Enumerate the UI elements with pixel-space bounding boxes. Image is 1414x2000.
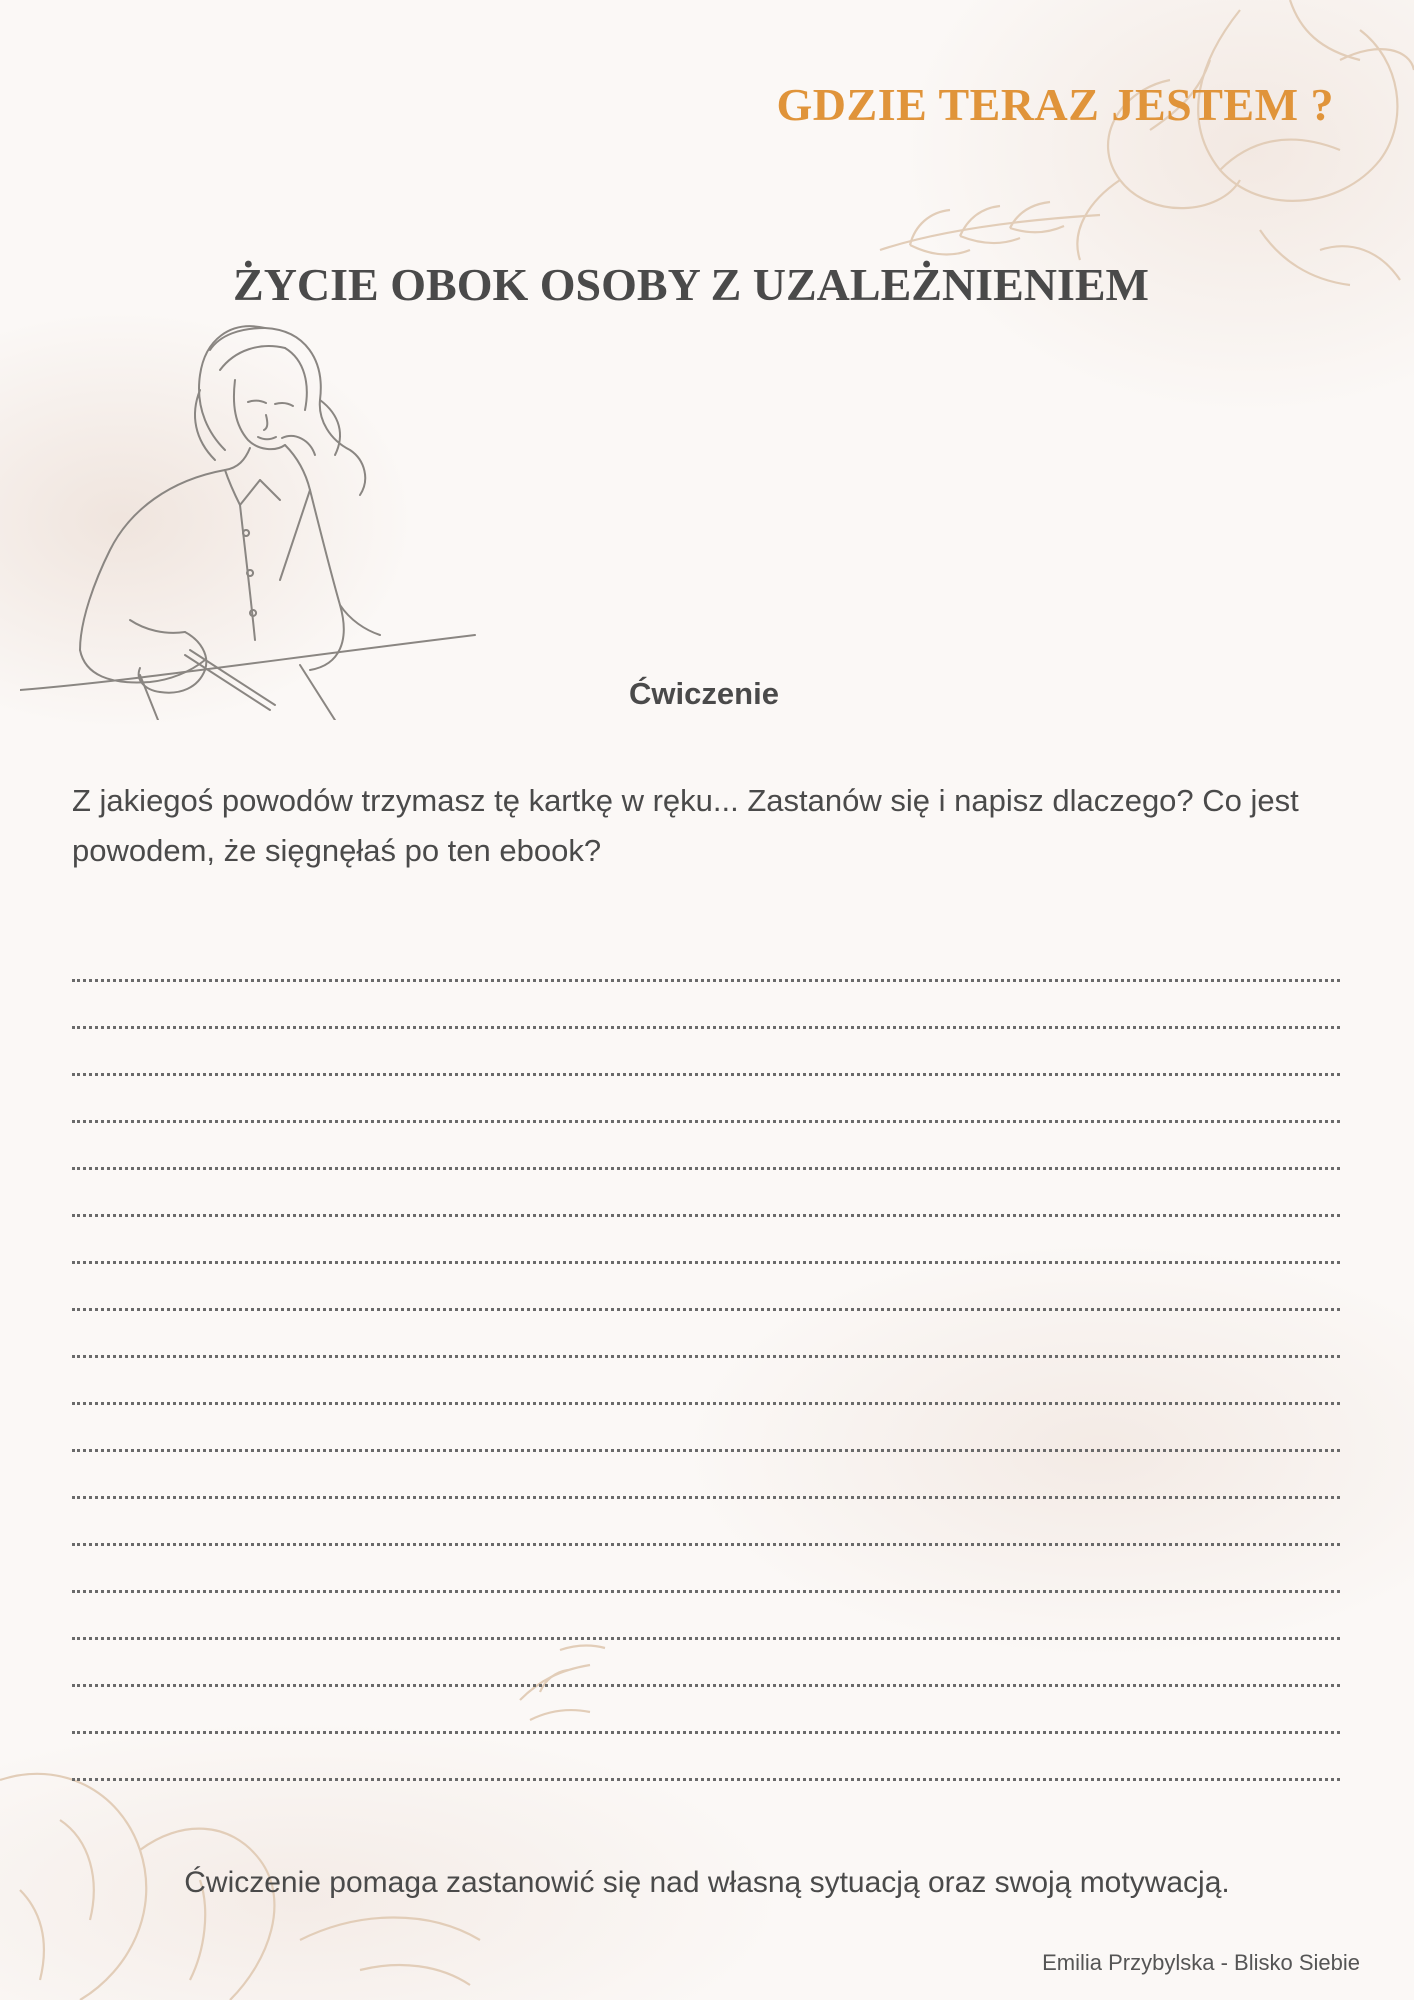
section-title: GDZIE TERAZ JESTEM ? (776, 79, 1334, 130)
answer-line[interactable] (72, 1640, 1340, 1687)
answer-line[interactable] (72, 1452, 1340, 1499)
answer-line[interactable] (72, 1358, 1340, 1405)
answer-line[interactable] (72, 1687, 1340, 1734)
answer-line[interactable] (72, 1076, 1340, 1123)
answer-line[interactable] (72, 935, 1340, 982)
answer-line[interactable] (72, 1734, 1340, 1781)
page-title (0, 258, 1414, 311)
answer-line[interactable] (72, 1311, 1340, 1358)
answer-line[interactable] (72, 982, 1340, 1029)
woman-writing-illustration-icon (20, 320, 490, 720)
footer-note: Ćwiczenie pomaga zastanowić się nad własną sytuacją oraz swoją motywacją. (184, 1866, 1230, 1899)
exercise-heading: Ćwiczenie (629, 676, 779, 711)
answer-line[interactable] (72, 1123, 1340, 1170)
answer-line[interactable] (72, 1593, 1340, 1640)
answer-line[interactable] (72, 1264, 1340, 1311)
answer-line[interactable] (72, 1499, 1340, 1546)
exercise-prompt: Z jakiegoś powodów trzymasz tę kartkę w ręku... Zastanów się i napisz dlaczego? Co jest powodem, że sięgnęłaś po ten ebook? (72, 783, 1299, 868)
answer-line[interactable] (72, 1546, 1340, 1593)
answer-line[interactable] (72, 1217, 1340, 1264)
answer-lines[interactable] (72, 935, 1340, 1781)
answer-line[interactable] (72, 1170, 1340, 1217)
answer-line[interactable] (72, 1405, 1340, 1452)
page-title-text: ŻYCIE OBOK OSOBY Z UZALEŻNIENIEM (233, 259, 1149, 310)
answer-line[interactable] (72, 1029, 1340, 1076)
author-credit: Emilia Przybylska - Blisko Siebie (1042, 1950, 1360, 1975)
